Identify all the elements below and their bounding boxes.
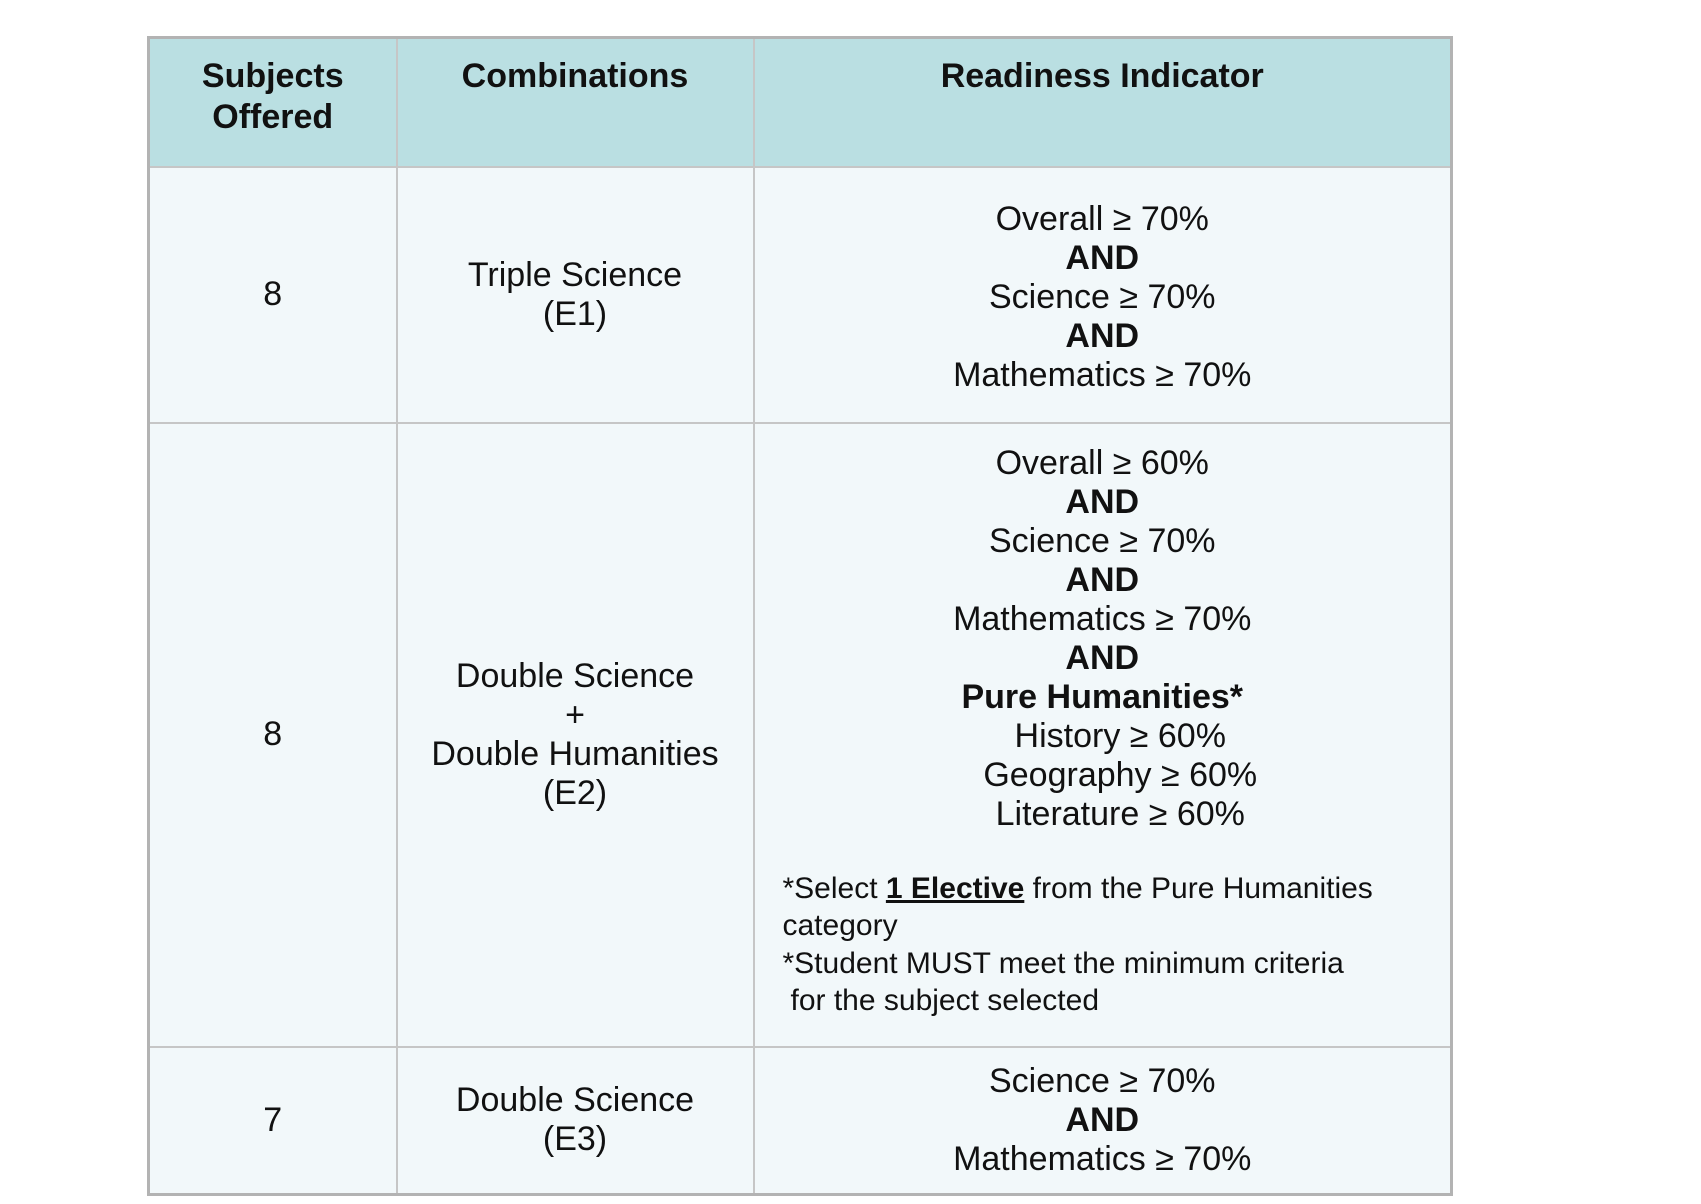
table-row [149,167,1452,423]
elective-note: *Select 1 Elective from the Pure Humanities category *Student MUST meet the minimum criteria for the subject selected [782,871,1373,1017]
readiness-cell: Overall ≥ 60% AND Science ≥ 70% AND Mathematics ≥ 70% AND Pure Humanities* History ≥ 60% Geography ≥ 60% Literature ≥ 60% *Select 1 Elective from the Pure Humanities category *Student MUST meet the minimum criteria for the subject selected [754,423,1452,1047]
header-subjects-offered: Subjects Offered [149,38,397,167]
subjects-count: 8 [149,423,397,1047]
combination-cell: Double Science + Double Humanities (E2) [397,423,754,1047]
readiness-cell: Overall ≥ 70% AND Science ≥ 70% AND Mathematics ≥ 70% [754,167,1452,423]
readiness-cell: Science ≥ 70% AND Mathematics ≥ 70% [754,1047,1452,1195]
header-combinations: Combinations [397,38,754,167]
humanities-literature: Literature ≥ 60% [995,794,1245,833]
header-readiness-indicator: Readiness Indicator [754,38,1452,167]
subjects-count: 7 [149,1047,397,1195]
humanities-history: History ≥ 60% [1014,716,1226,755]
combination-cell: Double Science (E3) [397,1047,754,1195]
subjects-count: 8 [149,167,397,423]
elective-emphasis: 1 Elective [885,871,1025,905]
table-row [149,1047,1452,1195]
combination-cell: Triple Science (E1) [397,167,754,423]
humanities-geography: Geography ≥ 60% [983,755,1258,794]
table-row [149,423,1452,1047]
readiness-table [147,36,1453,1196]
header-row [149,38,1452,167]
